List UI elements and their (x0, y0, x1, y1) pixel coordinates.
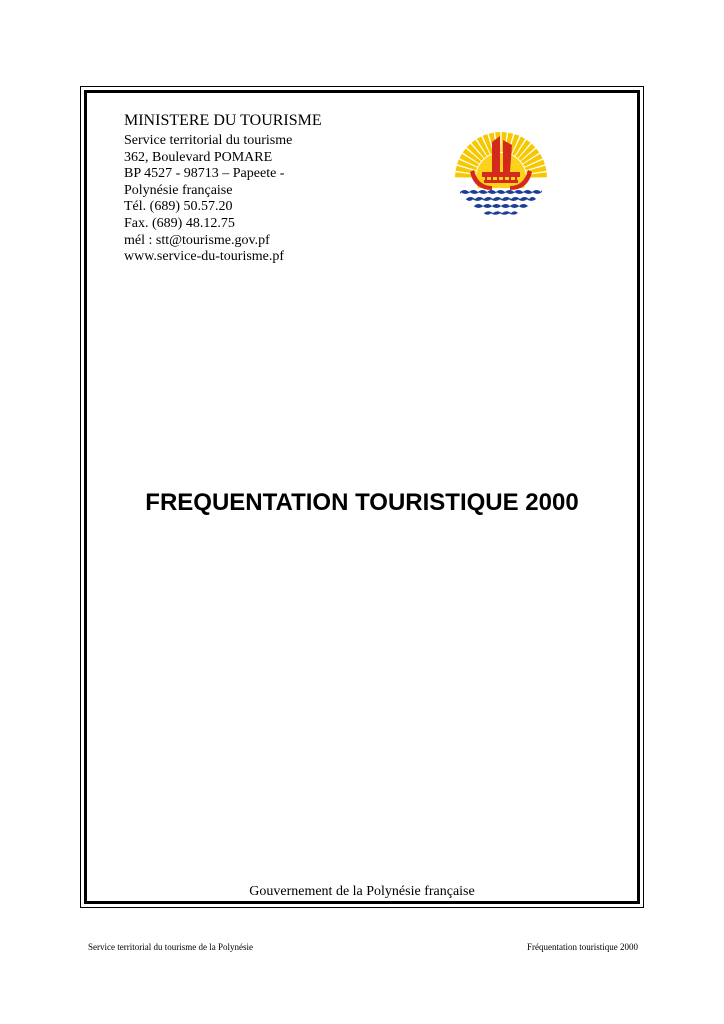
address-line-phone: Tél. (689) 50.57.20 (124, 199, 233, 215)
ministry-address-block (124, 112, 424, 266)
address-line-street: 362, Boulevard POMARE (124, 149, 273, 165)
footer-right-text: Fréquentation touristique 2000 (527, 942, 638, 952)
address-line-postbox: BP 4527 - 98713 – Papeete - (124, 166, 285, 182)
address-line-website: www.service-du-tourisme.pf (124, 249, 285, 265)
document-title: FREQUENTATION TOURISTIQUE 2000 (145, 489, 579, 516)
ministry-name: MINISTERE DU TOURISME (124, 112, 322, 129)
polynesia-coat-of-arms-icon (452, 132, 550, 222)
address-line-country: Polynésie française (124, 182, 233, 198)
address-line-email: mél : stt@tourisme.gov.pf (124, 232, 270, 248)
address-line-fax: Fax. (689) 48.12.75 (124, 215, 235, 231)
footer-left-text: Service territorial du tourisme de la Polynésie (88, 942, 253, 952)
government-label: Gouvernement de la Polynésie française (249, 884, 475, 899)
address-line-service: Service territorial du tourisme (124, 133, 293, 148)
